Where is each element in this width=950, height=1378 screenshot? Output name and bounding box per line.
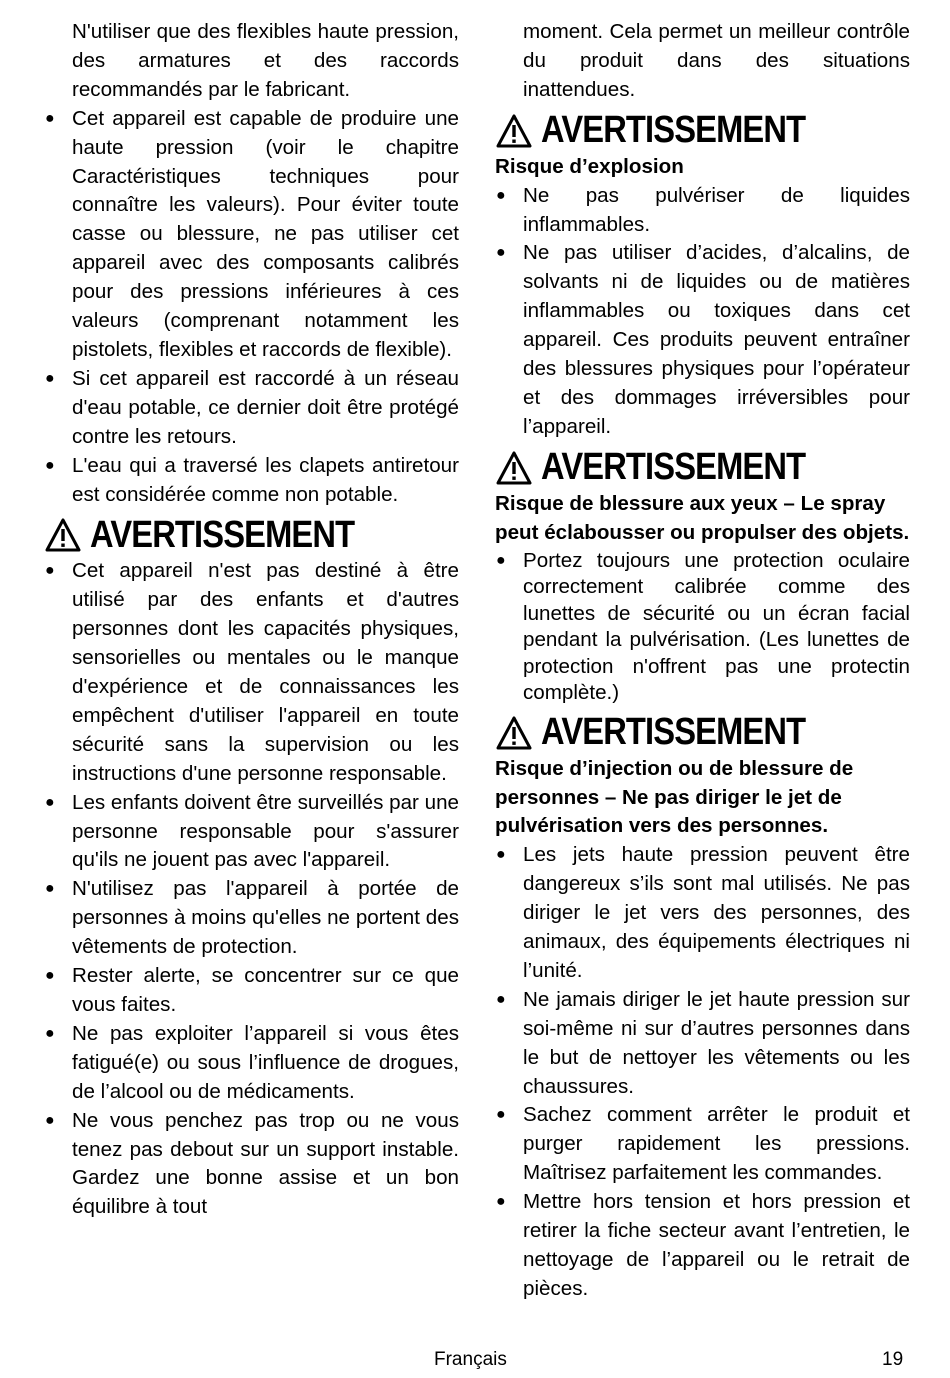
list-item: ● Mettre hors tension et hors pression et retirer la fiche secteur avant l’entretien, le nettoyage de l’appareil ou le retrait de pièces. xyxy=(496,1190,910,1300)
warning-heading-2 xyxy=(495,109,910,153)
warning-triangle-icon xyxy=(495,113,533,149)
footer-language: Français xyxy=(434,1349,507,1370)
list-item: ● Ne pas utiliser d’acides, d’alcalins, de solvants ni de liquides ou de matières inflammables ou toxiques dans cet appareil. Ces produits peuvent entraîner des blessures physiques pour l’opérateur et des dommages irréversibles pour l’appareil. xyxy=(496,241,910,438)
list-item: ● Les enfants doivent être surveillés par une personne responsable pour s'assurer qu'ils ne jouent pas avec l'appareil. xyxy=(45,790,459,872)
bullet-list-1 xyxy=(44,105,459,510)
bullet-dot-icon: ● xyxy=(496,846,506,864)
bullet-dot-icon: ● xyxy=(496,551,506,569)
bullet-dot-icon: ● xyxy=(45,793,55,811)
bullet-dot-icon: ● xyxy=(45,880,55,898)
risk-heading: Risque de blessure aux yeux – Le spray peut éclabousser ou propulser des objets. xyxy=(495,491,910,544)
warning-title: AVERTISSEMENT xyxy=(90,513,355,556)
warning-4-list xyxy=(495,841,910,1304)
bullet-dot-icon: ● xyxy=(496,1106,506,1124)
continuation-paragraph: moment. Cela permet un meilleur contrôle du produit dans des situations inattendues. xyxy=(523,20,910,101)
bullet-dot-icon: ● xyxy=(45,456,55,474)
bullet-dot-icon: ● xyxy=(496,1193,506,1211)
risk-heading: Risque d’injection ou de blessure de personnes – Ne pas diriger le jet de pulvérisation vers des personnes. xyxy=(495,756,854,838)
list-item: ● Rester alerte, se concentrer sur ce que vous faites. xyxy=(45,964,459,1016)
bullet-dot-icon: ● xyxy=(45,562,55,580)
list-item: ● Cet appareil n'est pas destiné à être utilisé par des enfants et d'autres personnes dont les capacités physiques, sensorielles ou mentales ou le manque d'expérience et de connaissances les empêchent d'utiliser l'appareil en toute sécurité sans la supervision ou les instructions d'une personne responsable. xyxy=(45,559,459,785)
warning-heading-1 xyxy=(44,513,459,557)
warning-triangle-icon xyxy=(495,450,533,486)
list-item: ● Sachez comment arrêter le produit et purger rapidement les pressions. Maîtrisez parfaitement les commandes. xyxy=(496,1103,910,1185)
list-item: ● Portez toujours une protection oculaire correctement calibrée comme des lunettes de sécurité ou un écran facial pendant la pulvérisation. (Les lunettes de protection n'offrent pas une protectin complète.) xyxy=(496,548,910,705)
list-item: ● Si cet appareil est raccordé à un réseau d'eau potable, ce dernier doit être protégé contre les retours. xyxy=(45,366,459,448)
list-item: ● N'utilisez pas l'appareil à portée de personnes à moins qu'elles ne portent des vêtements de protection. xyxy=(45,877,459,959)
list-item: ● Ne pas pulvériser de liquides inflammables. xyxy=(496,183,910,236)
warning-2-list xyxy=(495,182,910,442)
left-column xyxy=(44,18,459,1222)
list-item: ● Ne jamais diriger le jet haute pression sur soi-même ni sur d’autres personnes dans le but de nettoyer les vêtements ou les chaussures. xyxy=(496,987,910,1098)
list-item: ● Les jets haute pression peuvent être dangereux s’ils sont mal utilisés. Ne pas diriger le jet vers des personnes, des animaux, des équipements électriques ni l’unité. xyxy=(496,843,910,982)
intro-paragraph: N'utiliser que des flexibles haute pression, des armatures et des raccords recommandés par le fabricant. xyxy=(72,20,459,101)
list-item: ● Ne vous penchez pas trop ou ne vous tenez pas debout sur un support instable. Gardez une bonne assise et un bon équilibre à tout xyxy=(45,1108,459,1219)
warning-heading-3 xyxy=(495,446,910,490)
warning-triangle-icon xyxy=(44,517,82,553)
warning-1-list xyxy=(44,557,459,1222)
warning-3-list xyxy=(495,548,910,707)
risk-heading: Risque d’explosion xyxy=(495,154,684,178)
list-item: ● L'eau qui a traversé les clapets antiretour est considérée comme non potable. xyxy=(45,453,459,506)
bullet-dot-icon: ● xyxy=(496,186,506,204)
bullet-dot-icon: ● xyxy=(45,1024,55,1042)
bullet-dot-icon: ● xyxy=(496,990,506,1008)
warning-triangle-icon xyxy=(495,715,533,751)
page-number: 19 xyxy=(882,1349,904,1370)
list-item: ● Ne pas exploiter l’appareil si vous êtes fatigué(e) ou sous l’influence de drogues, de l’alcool ou de médicaments. xyxy=(45,1021,459,1103)
bullet-dot-icon: ● xyxy=(45,967,55,985)
warning-heading-4 xyxy=(495,711,910,755)
bullet-dot-icon: ● xyxy=(45,369,55,387)
warning-title: AVERTISSEMENT xyxy=(541,109,806,152)
right-column xyxy=(495,18,910,1304)
bullet-dot-icon: ● xyxy=(45,109,55,127)
warning-title: AVERTISSEMENT xyxy=(541,711,806,754)
bullet-dot-icon: ● xyxy=(45,1111,55,1129)
list-item: ● Cet appareil est capable de produire une haute pression (voir le chapitre Caractéristiques techniques pour connaître les valeurs). Pour éviter toute casse ou blessure, ne pas utiliser cet appareil avec des composants calibrés pour des pressions inférieures à ces valeurs (comprenant notamment les pistolets, flexibles et raccords de flexible). xyxy=(45,106,459,361)
bullet-dot-icon: ● xyxy=(496,244,506,262)
warning-title: AVERTISSEMENT xyxy=(541,446,806,489)
